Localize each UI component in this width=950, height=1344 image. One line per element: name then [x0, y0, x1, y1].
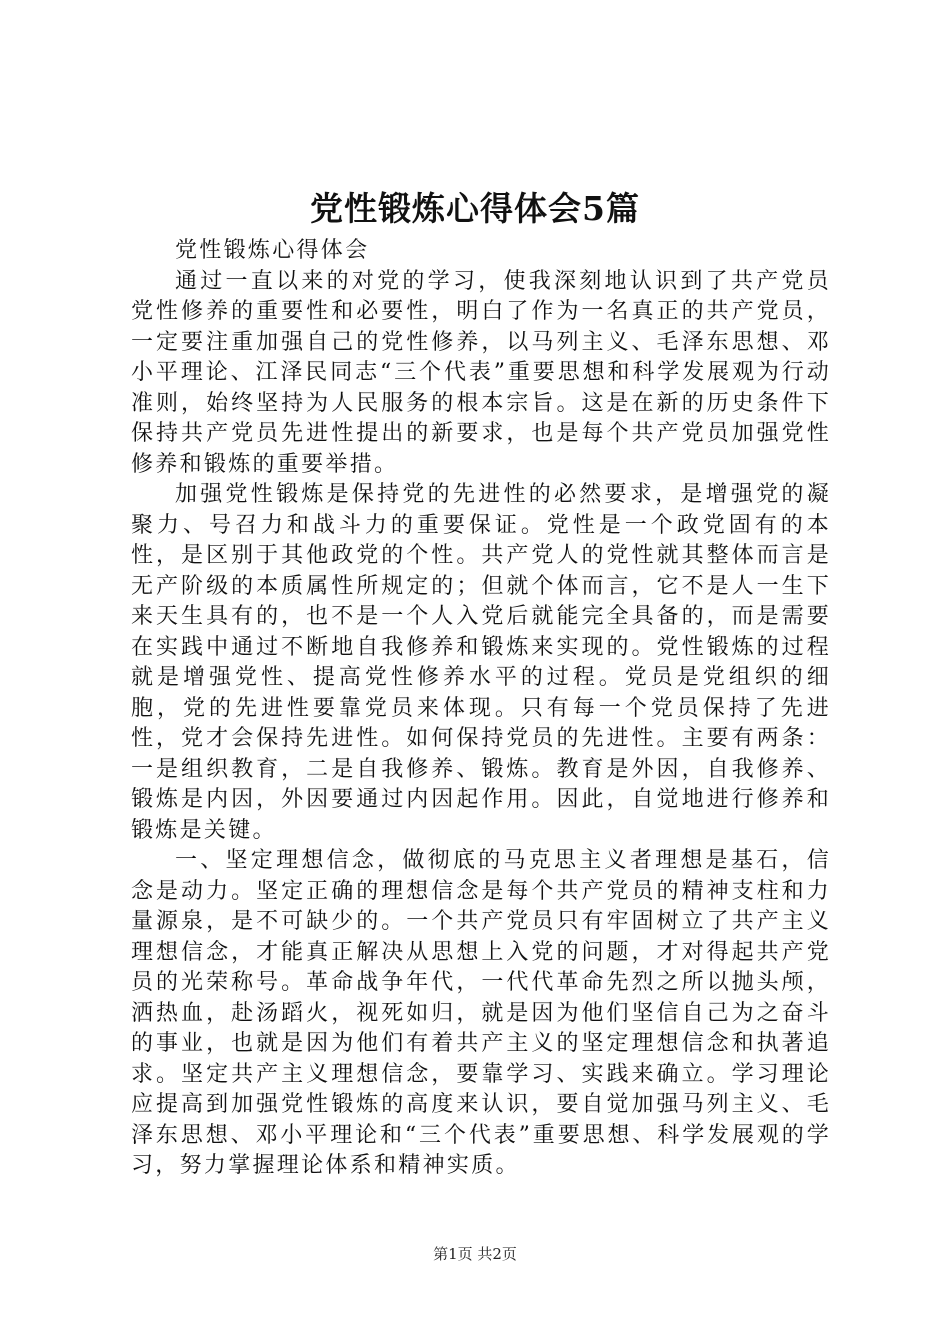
page-footer: 第1页 共2页	[433, 1245, 517, 1263]
paragraph-3: 一、坚定理想信念，做彻底的马克思主义者理想是基石，信念是动力。坚定正确的理想信念是每个共产党员的精神支柱和力量源泉，是不可缺少的。一个共产党员只有牢固树立了共产主义理想信念，才能真正解决从思想上入党的问题，才对得起共产党员的光荣称号。革命战争年代，一代代革命先烈之所以抛头颅，洒热血，赴汤蹈火，视死如归，就是因为他们坚信自己为之奋斗的事业，也就是因为他们有着共产主义的坚定理想信念和执著追求。坚定共产主义理想信念，要靠学习、实践来确立。学习理论应提高到加强党性锻炼的高度来认识，要自觉加强马列主义、毛泽东思想、邓小平理论和“三个代表”重要思想、科学发展观的学习，努力掌握理论体系和精神实质。	[131, 848, 831, 1178]
section-subtitle: 党性锻炼心得体会	[175, 238, 370, 263]
paragraph-2: 加强党性锻炼是保持党的先进性的必然要求，是增强党的凝聚力、号召力和战斗力的重要保证。党性是一个政党固有的本性，是区别于其他政党的个性。共产党人的党性就其整体而言是无产阶级的本质属性所规定的；但就个体而言，它不是人一生下来天生具有的，也不是一个人入党后就能完全具备的，而是需要在实践中通过不断地自我修养和锻炼来实现的。党性锻炼的过程就是增强党性、提高党性修养水平的过程。党员是党组织的细胞，党的先进性要靠党员来体现。只有每一个党员保持了先进性，党才会保持先进性。如何保持党员的先进性。主要有两条：一是组织教育，二是自我修养、锻炼。教育是外因，自我修养、锻炼是内因，外因要通过内因起作用。因此，自觉地进行修养和锻炼是关键。	[131, 482, 831, 843]
paragraph-1: 通过一直以来的对党的学习，使我深刻地认识到了共产党员党性修养的重要性和必要性，明白了作为一名真正的共产党员，一定要注重加强自己的党性修养，以马列主义、毛泽东思想、邓小平理论、江泽民同志“三个代表”重要思想和科学发展观为行动准则，始终坚持为人民服务的根本宗旨。这是在新的历史条件下保持共产党员先进性提出的新要求，也是每个共产党员加强党性修养和锻炼的重要举措。	[131, 268, 831, 477]
document-body	[131, 236, 831, 1182]
document-title: 党性锻炼心得体会5篇	[310, 189, 640, 228]
